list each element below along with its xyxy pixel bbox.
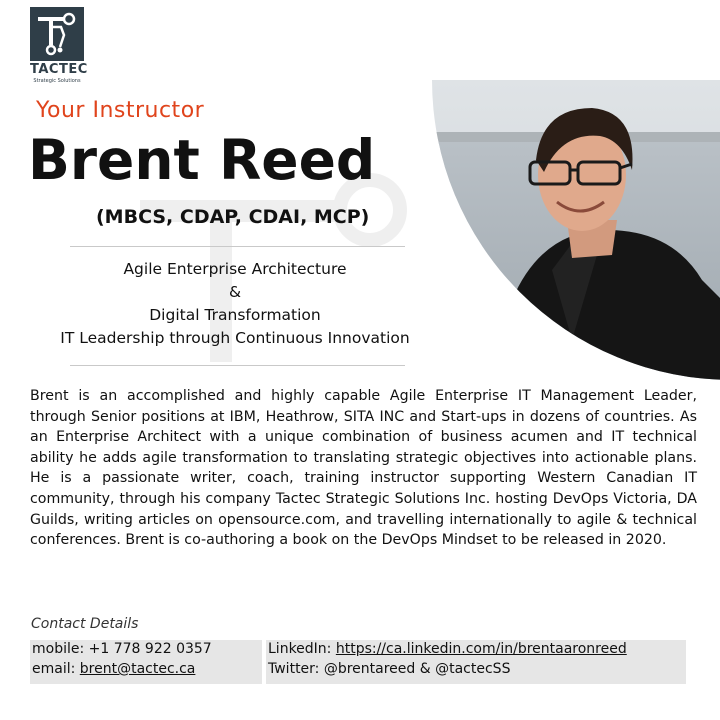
specialty-line: Agile Enterprise Architecture [123,260,347,278]
twitter-handles: @brentareed & @tactecSS [323,661,511,677]
logo-wordmark: TACTEC [30,62,88,77]
email-label: email: [32,661,80,677]
mobile-line [32,641,212,657]
specialties-list [40,258,430,350]
tactec-key-icon [30,7,84,61]
specialty-line: & [228,283,242,301]
eyebrow-heading: Your Instructor [36,98,205,123]
contact-title: Contact Details [31,616,139,632]
mobile-number[interactable]: +1 778 922 0357 [88,641,212,657]
instructor-photo [432,80,720,380]
specialty-line: Digital Transformation [149,306,321,324]
portrait-photo-icon [432,80,720,380]
divider-bottom [70,365,405,366]
instructor-credentials: (MBCS, CDAP, CDAI, MCP) [96,206,370,228]
twitter-line [268,661,510,677]
divider-top [70,246,405,247]
linkedin-line [268,641,627,657]
linkedin-label: LinkedIn: [268,641,336,657]
instructor-bio: Brent is an accomplished and highly capable Agile Enterprise IT Management Leader, through Senior positions at IBM, Heathrow, SITA INC and Start-ups in dozens of countries. As an Enterprise Architect with a unique combination of business acumen and IT technical ability he adds agile transformation to translating strategic objectives into actionable plans. He is a passionate writer, coach, training instructor supporting Western Canadian IT community, through his company Tactec Strategic Solutions Inc. hosting DevOps Victoria, DA Guilds, writing articles on opensource.com, and travelling internationally to agile & technical conferences. Brent is co-authoring a book on the DevOps Mindset to be released in 2020. [30,388,697,549]
specialty-line: IT Leadership through Continuous Innovation [60,329,410,347]
twitter-label: Twitter: [268,661,324,677]
mobile-label: mobile: [32,641,89,657]
logo-subtitle: Strategic Solutions [33,78,81,84]
tactec-logo [30,7,84,61]
email-link[interactable]: brent@tactec.ca [79,661,196,677]
instructor-name: Brent Reed [28,128,376,192]
linkedin-link[interactable]: https://ca.linkedin.com/in/brentaaronreed [335,641,627,657]
email-line [32,661,195,677]
